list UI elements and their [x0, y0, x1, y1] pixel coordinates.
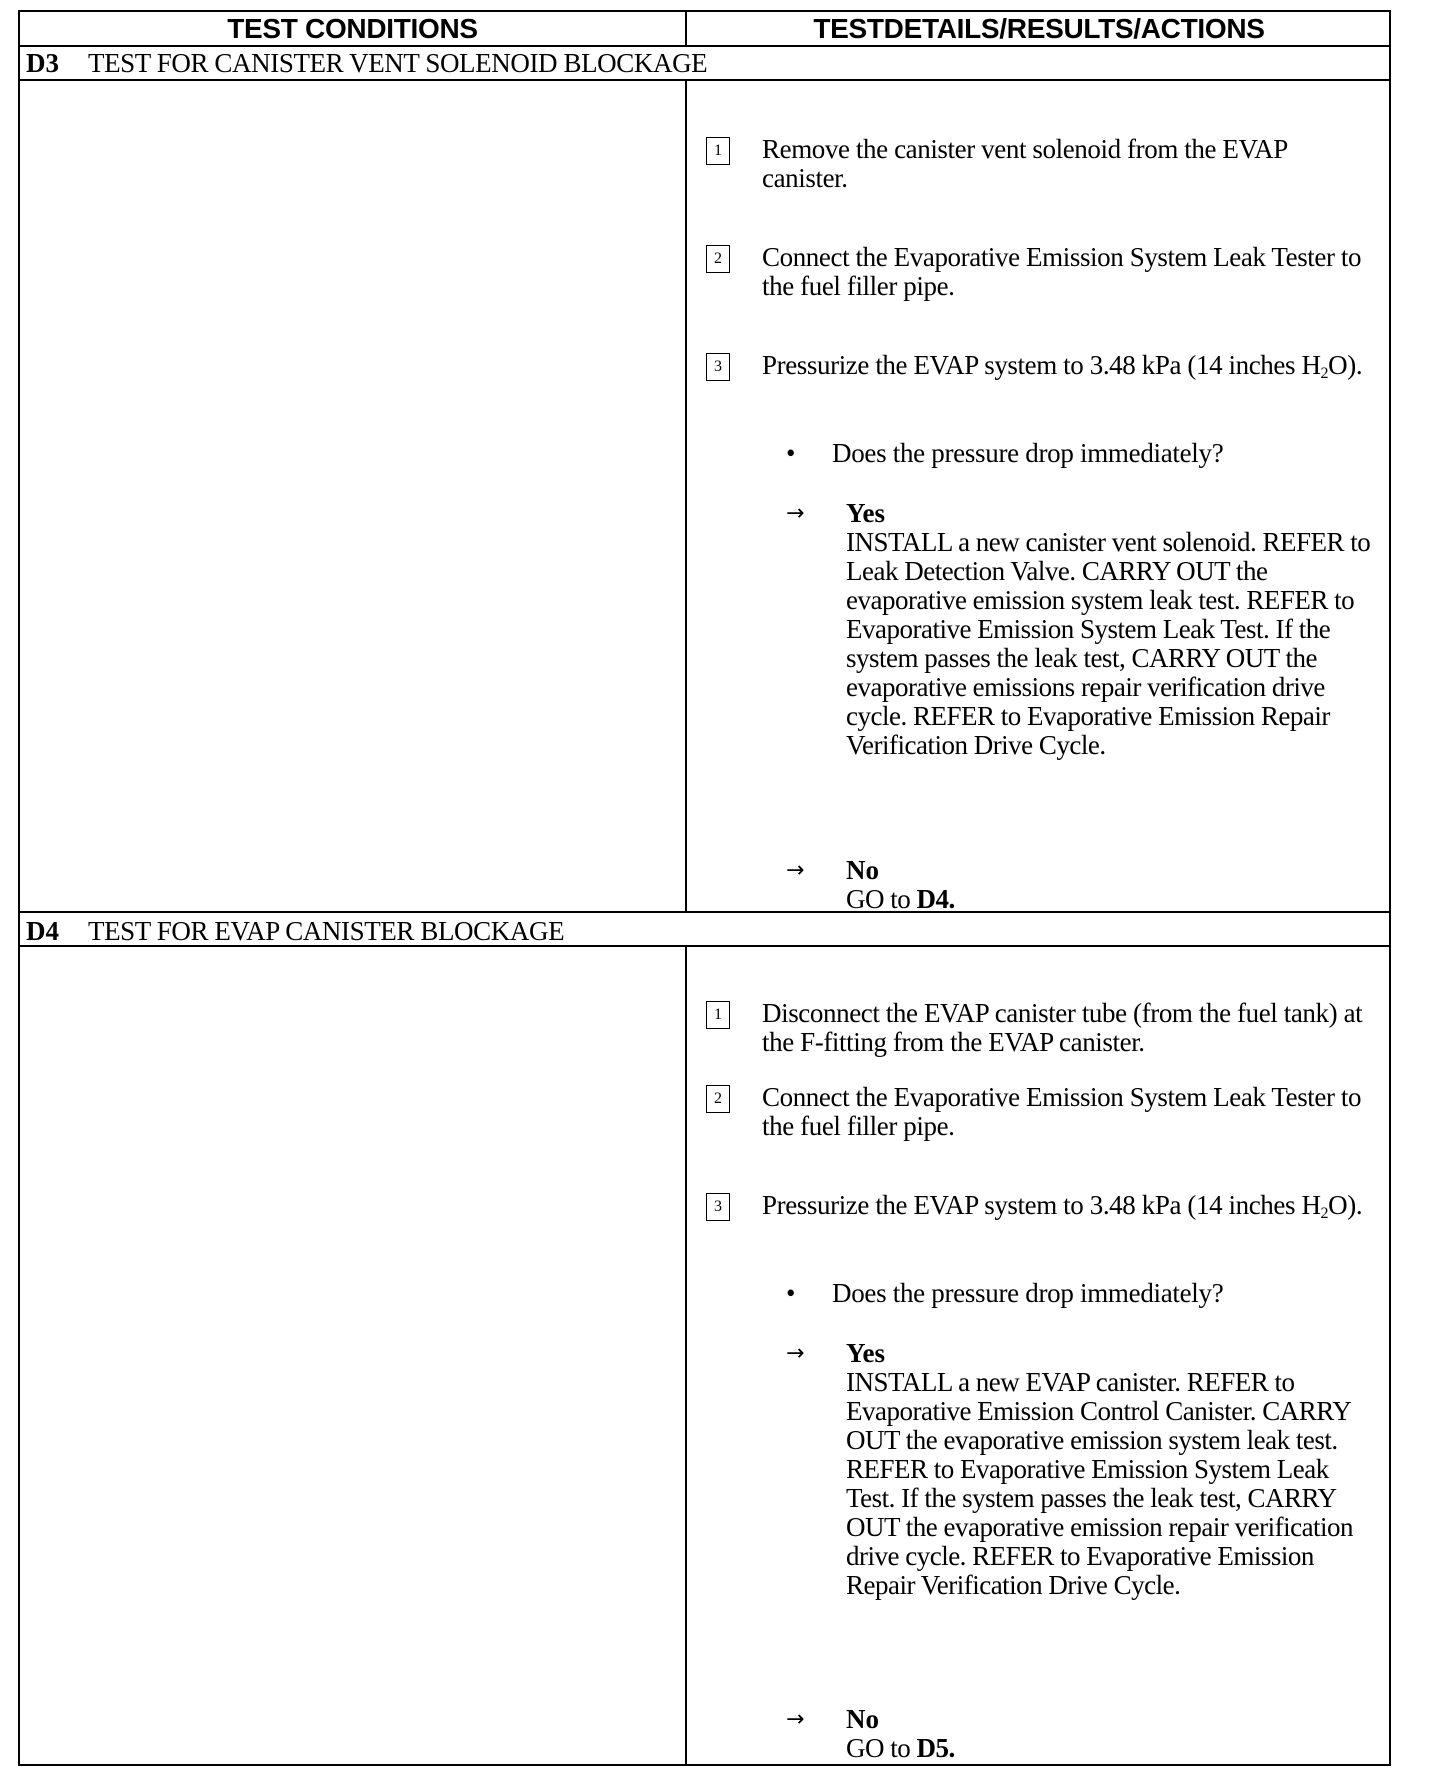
- answer-no: [786, 1705, 1376, 1763]
- answer-label: Yes: [846, 498, 885, 528]
- header-test-details: TESTDETAILS/RESULTS/ACTIONS: [813, 13, 1265, 44]
- answer-label: No: [846, 1704, 879, 1734]
- section-d3-body: [20, 81, 1389, 914]
- step-number-box: 1: [706, 137, 730, 165]
- answer-text: GO to D5.: [846, 1733, 955, 1763]
- section-code: D4: [26, 916, 59, 946]
- section-d4-details: [706, 947, 1376, 1764]
- answer-yes: [786, 1339, 1376, 1629]
- step-number-box: 2: [706, 245, 730, 273]
- bullet-icon: •: [786, 438, 796, 468]
- section-d3-title: [20, 45, 1389, 81]
- step-number-box: 3: [706, 1193, 730, 1221]
- step-text: Disconnect the EVAP canister tube (from the fuel tank) at the F-fitting from the EVAP canister.: [762, 998, 1363, 1057]
- answer-label: No: [846, 855, 879, 885]
- goto-target: D4.: [916, 884, 955, 914]
- section-d4-body: [20, 947, 1389, 1764]
- answer-yes: [786, 499, 1376, 769]
- section-code: D3: [26, 48, 59, 78]
- question: • Does the pressure drop immediately?: [786, 1278, 1224, 1308]
- arrow-right-icon: →: [786, 1341, 805, 1366]
- bullet-icon: •: [786, 1278, 796, 1308]
- step-number-box: 3: [706, 353, 730, 381]
- arrow-right-icon: →: [786, 501, 805, 526]
- step-text: Pressurize the EVAP system to 3.48 kPa (14 inches $H_2O$).: [762, 350, 1363, 382]
- answer-text: INSTALL a new EVAP canister. REFER to Evaporative Emission Control Canister. CARRY OUT the evaporative emission system leak test. REFER to Evaporative Emission System Leak Test. If the system passes the leak test, CARRY OUT the evaporative emission repair verification drive cycle. REFER to Evaporative Emission Repair Verification Drive Cycle.: [846, 1367, 1354, 1600]
- step-text: Pressurize the EVAP system to 3.48 kPa (14 inches $H_2O$).: [762, 1190, 1363, 1222]
- step-number-box: 2: [706, 1085, 730, 1113]
- table-header: [20, 12, 1389, 47]
- step-text: Connect the Evaporative Emission System Leak Tester to the fuel filler pipe.: [762, 1082, 1362, 1141]
- section-heading: TEST FOR CANISTER VENT SOLENOID BLOCKAGE: [88, 48, 708, 78]
- section-d3-details: [706, 81, 1376, 914]
- column-divider: [685, 81, 687, 911]
- section-d4-title: [20, 911, 1389, 947]
- step-number-box: 1: [706, 1001, 730, 1029]
- diagnostic-table: [18, 10, 1391, 1766]
- step-text: Connect the Evaporative Emission System Leak Tester to the fuel filler pipe.: [762, 242, 1362, 301]
- answer-label: Yes: [846, 1338, 885, 1368]
- answer-no: [786, 856, 1376, 914]
- goto-target: D5.: [916, 1733, 955, 1763]
- column-divider: [685, 947, 687, 1764]
- arrow-right-icon: →: [786, 1707, 805, 1732]
- arrow-right-icon: →: [786, 858, 805, 883]
- step-text: Remove the canister vent solenoid from the EVAP canister.: [762, 134, 1287, 193]
- answer-text: INSTALL a new canister vent solenoid. REFER to Leak Detection Valve. CARRY OUT the evaporative emission system leak test. REFER to Evaporative Emission System Leak Test. If the system passes the leak test, CARRY OUT the evaporative emissions repair verification drive cycle. REFER to Evaporative Emission Repair Verification Drive Cycle.: [846, 527, 1371, 760]
- question: • Does the pressure drop immediately?: [786, 438, 1224, 468]
- header-test-conditions: TEST CONDITIONS: [20, 12, 687, 45]
- answer-text: GO to D4.: [846, 884, 955, 914]
- section-heading: TEST FOR EVAP CANISTER BLOCKAGE: [88, 916, 565, 946]
